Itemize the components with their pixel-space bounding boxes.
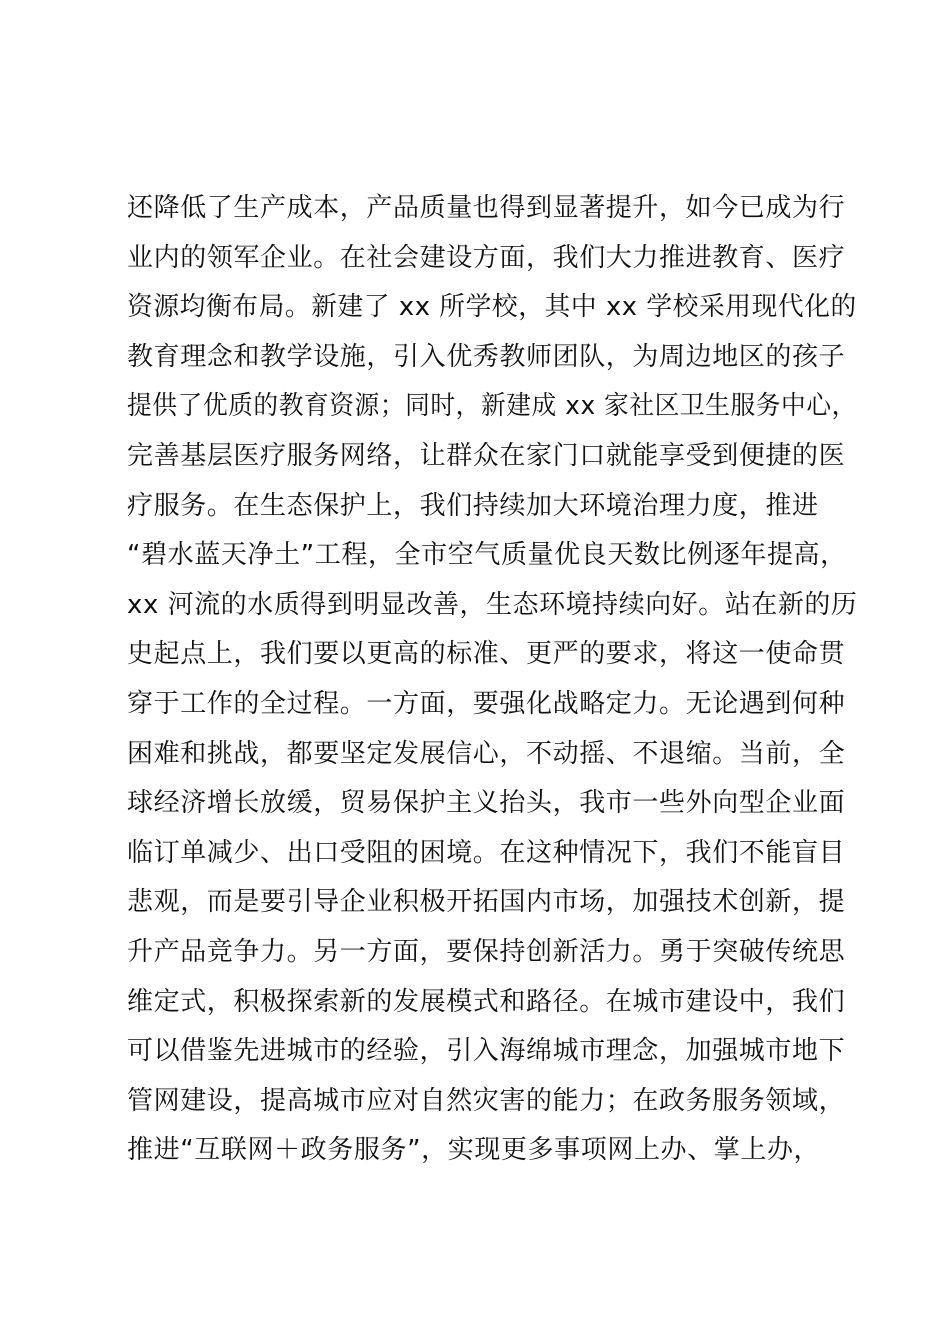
text-line: 史起点上，我们要以更高的标准、更严的要求，将这一使命贯: [127, 639, 846, 670]
text-line: 临订单减少、出口受阻的困境。在这种情况下，我们不能盲目: [127, 837, 846, 868]
text-line: 困难和挑战，都要坚定发展信心，不动摇、不退缩。当前，全: [127, 738, 846, 769]
text-line: 升产品竞争力。另一方面，要保持创新活力。勇于突破传统思: [127, 936, 846, 967]
text-line: 穿于工作的全过程。一方面，要强化战略定力。无论遇到何种: [127, 688, 846, 719]
text-line: “碧水蓝天净土”工程，全市空气质量优良天数比例逐年提高，: [127, 540, 847, 571]
text-line: 球经济增长放缓，贸易保护主义抬头，我市一些外向型企业面: [127, 788, 846, 819]
text-line: 悲观，而是要引导企业积极开拓国内市场，加强技术创新，提: [127, 887, 846, 918]
text-line: 教育理念和教学设施，引入优秀教师团队，为周边地区的孩子: [127, 341, 846, 372]
text-line: 维定式，积极探索新的发展模式和路径。在城市建设中，我们: [127, 986, 846, 1017]
text-line: 推进“互联网＋政务服务”，实现更多事项网上办、掌上办，: [127, 1135, 821, 1166]
text-line: 业内的领军企业。在社会建设方面，我们大力推进教育、医疗: [127, 242, 846, 273]
text-line: 提供了优质的教育资源；同时，新建成 xx 家社区卫生服务中心，: [127, 391, 857, 422]
body-paragraph: [127, 184, 857, 1176]
text-line: xx 河流的水质得到明显改善，生态环境持续向好。站在新的历: [127, 589, 858, 620]
text-line: 疗服务。在生态保护上，我们持续加大环境治理力度，推进: [127, 490, 819, 521]
text-line: 资源均衡布局。新建了 xx 所学校，其中 xx 学校采用现代化的: [127, 292, 857, 323]
text-line: 还降低了生产成本，产品质量也得到显著提升，如今已成为行: [127, 193, 846, 223]
text-line: 可以借鉴先进城市的经验，引入海绵城市理念，加强城市地下: [127, 1036, 846, 1067]
text-line: 完善基层医疗服务网络，让群众在家门口就能享受到便捷的医: [127, 440, 846, 471]
text-line: 管网建设，提高城市应对自然灾害的能力；在政务服务领域，: [127, 1085, 846, 1116]
